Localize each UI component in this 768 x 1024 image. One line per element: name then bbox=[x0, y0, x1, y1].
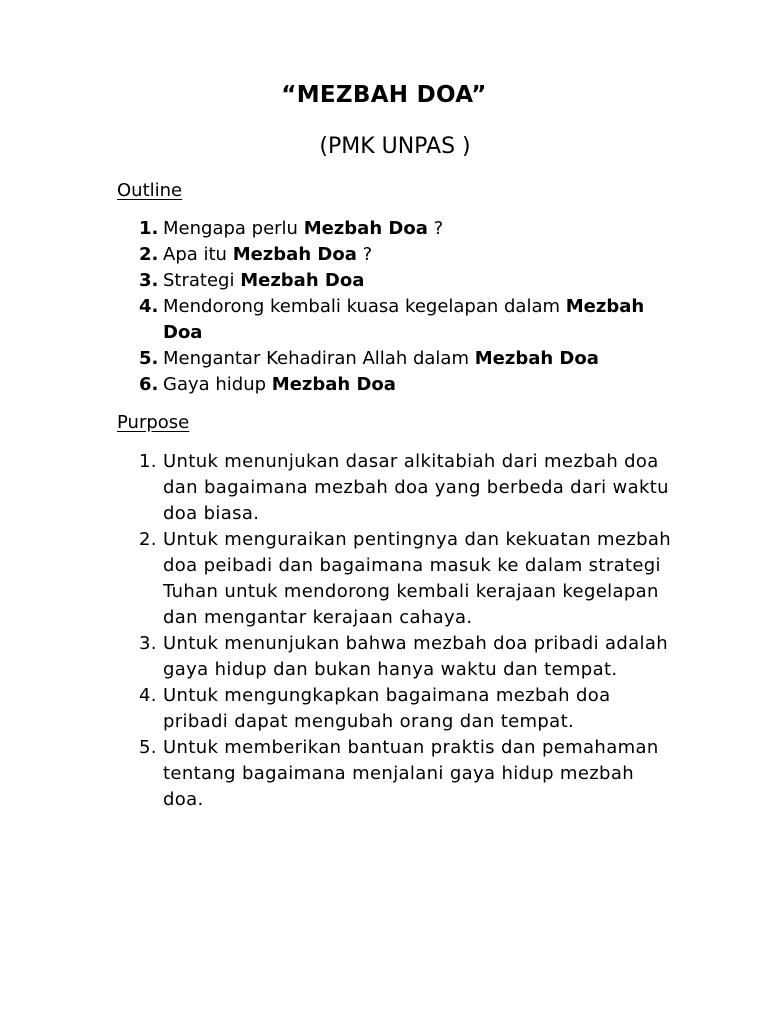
purpose-list bbox=[0, 449, 768, 813]
purpose-item bbox=[0, 735, 673, 813]
outline-item-number: 4. bbox=[139, 296, 159, 317]
purpose-item-text: Untuk mengungkapkan bagaimana mezbah doa pribadi dapat mengubah orang dan tempat. bbox=[163, 685, 611, 732]
purpose-heading: Purpose bbox=[117, 412, 190, 433]
purpose-item-number: 4. bbox=[139, 685, 157, 706]
outline-item-suffix: ? bbox=[356, 244, 373, 265]
outline-item-bold: Mezbah Doa bbox=[271, 374, 396, 395]
outline-item-number: 5. bbox=[139, 348, 159, 369]
outline-item-number: 6. bbox=[139, 374, 159, 395]
purpose-item-text: Untuk memberikan bantuan praktis dan pemahaman tentang bagaimana menjalani gaya hidup mezbah doa. bbox=[163, 737, 659, 810]
purpose-item-text: Untuk menunjukan dasar alkitabiah dari mezbah doa dan bagaimana mezbah doa yang berbeda dari waktu doa biasa. bbox=[163, 451, 669, 524]
outline-item bbox=[0, 268, 683, 294]
document-subtitle: (PMK UNPAS ) bbox=[319, 134, 471, 159]
outline-item-number: 2. bbox=[139, 244, 159, 265]
outline-item-text: Apa itu bbox=[163, 244, 233, 265]
outline-item bbox=[0, 346, 683, 372]
purpose-item-text: Untuk menunjukan bahwa mezbah doa pribadi adalah gaya hidup dan bukan hanya waktu dan tempat. bbox=[163, 633, 669, 680]
purpose-item bbox=[0, 631, 673, 683]
purpose-item-number: 3. bbox=[139, 633, 157, 654]
outline-item bbox=[0, 216, 683, 242]
outline-item-text: Mengapa perlu bbox=[163, 218, 304, 239]
outline-item-suffix: ? bbox=[427, 218, 444, 239]
outline-item-bold: Mezbah Doa bbox=[303, 218, 428, 239]
outline-item bbox=[0, 242, 683, 268]
purpose-item bbox=[0, 449, 673, 527]
purpose-item-number: 2. bbox=[139, 529, 157, 550]
outline-item-bold: Mezbah Doa bbox=[163, 296, 645, 343]
document-title: “MEZBAH DOA” bbox=[281, 82, 487, 108]
purpose-item-text: Untuk menguraikan pentingnya dan kekuatan mezbah doa peibadi dan bagaimana masuk ke dalam strategi Tuhan untuk mendorong kembali kerajaan kegelapan dan mengantar kerajaan cahaya. bbox=[163, 529, 672, 628]
outline-item-bold: Mezbah Doa bbox=[240, 270, 365, 291]
outline-item-bold: Mezbah Doa bbox=[232, 244, 357, 265]
purpose-item bbox=[0, 527, 673, 631]
outline-item-text: Mengantar Kehadiran Allah dalam bbox=[163, 348, 475, 369]
outline-list bbox=[0, 216, 768, 398]
outline-item bbox=[0, 372, 683, 398]
purpose-item-number: 5. bbox=[139, 737, 157, 758]
purpose-item-number: 1. bbox=[139, 451, 157, 472]
outline-item-text: Mendorong kembali kuasa kegelapan dalam bbox=[163, 296, 566, 317]
outline-item-text: Strategi bbox=[163, 270, 241, 291]
outline-heading: Outline bbox=[117, 180, 183, 201]
outline-item-text: Gaya hidup bbox=[163, 374, 272, 395]
outline-item-number: 1. bbox=[139, 218, 159, 239]
outline-item bbox=[0, 294, 683, 346]
outline-item-bold: Mezbah Doa bbox=[474, 348, 599, 369]
purpose-item bbox=[0, 683, 673, 735]
outline-item-number: 3. bbox=[139, 270, 159, 291]
